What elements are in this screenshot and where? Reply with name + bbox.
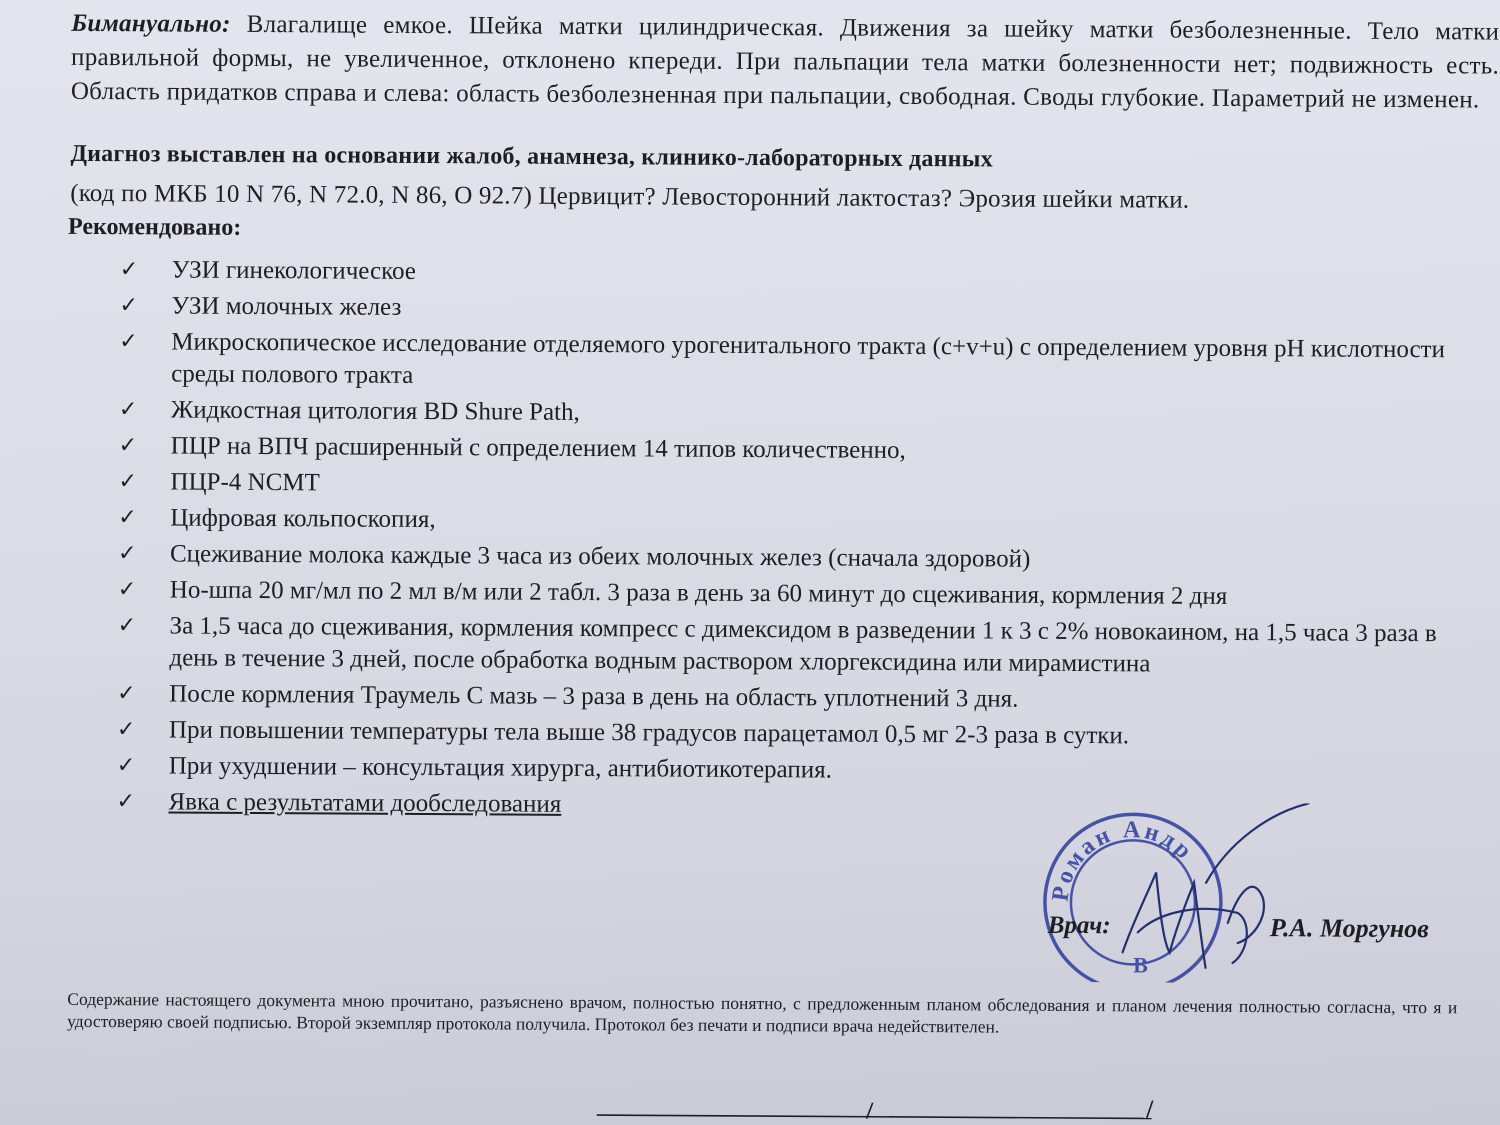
checkmark-icon: ✓: [116, 717, 136, 743]
recommendation-item: [119, 394, 1484, 434]
recommendation-item: [118, 574, 1483, 614]
recommendation-text: При ухудшении – консультация хирурга, антибиотикотерапия.: [168, 752, 832, 784]
svg-text:Роман Андр: [1048, 817, 1199, 904]
recommendation-item: [118, 502, 1483, 542]
recommendation-text: Сцеживание молока каждые 3 часа из обеих молочных желез (сначала здоровой): [169, 540, 1031, 573]
recommendation-text: Жидкостная цитология BD Shure Path,: [170, 396, 580, 426]
bimanual-exam-text: Влагалище емкое. Шейка матки цилиндрическая. Движения за шейку матки безболезненные. Тело матки правильной формы, не увеличенное, отклонено кпереди. При пальпации тела матки болезненности нет; подвижность есть. Область придатков справа и слева: область безболезненная при пальпации, свободная. Своды глубокие. Параметрий не изменен.: [70, 10, 1500, 114]
doctor-stamp: [1044, 814, 1221, 985]
recommendation-text: Но-шпа 20 мг/мл по 2 мл в/м или 2 табл. 3 раза в день за 60 минут до сцеживания, кормления 2 дня: [169, 576, 1228, 610]
checkmark-icon: ✓: [119, 329, 138, 355]
recommendation-item: [119, 326, 1484, 398]
recommendation-item: [119, 430, 1484, 470]
recommendation-text: При повышении температуры тела выше 38 градусов парацетамол 0,5 мг 2-3 раза в сутки.: [168, 716, 1130, 750]
recommendations-list: [116, 254, 1484, 830]
recommendation-text: После кормления Траумель С мазь – 3 раза в день на область уплотнений 3 дня.: [169, 680, 1019, 713]
recommendation-text: УЗИ гинекологическое: [171, 256, 416, 285]
recommendation-item: [118, 466, 1483, 506]
recommendation-item: [118, 538, 1483, 578]
checkmark-icon: ✓: [116, 789, 136, 815]
recommendation-item: [117, 678, 1482, 718]
recommendation-text: УЗИ молочных желез: [171, 292, 402, 321]
diagnosis-heading: Диагноз выставлен на основании жалоб, анамнеза, клинико-лабораторных данных: [70, 140, 993, 173]
checkmark-icon: ✓: [118, 397, 138, 423]
recommendation-item: [117, 610, 1482, 682]
checkmark-icon: ✓: [119, 257, 139, 283]
checkmark-icon: ✓: [117, 613, 137, 639]
recommendation-item: [120, 254, 1485, 294]
recommendation-item: [119, 290, 1484, 330]
stamp-center-text: В: [1133, 952, 1148, 978]
recommendation-text: ПЦР на ВПЧ расширенный с определением 14 типов количественно,: [170, 432, 906, 464]
consent-paragraph: Содержание настоящего документа мною прочитано, разъяснено врачом, полностью понятно, с предложенным планом обследования и планом лечения полностью согласна, что я и удостоверяю своей подписью. Второй экземпляр протокола получила. Протокол без печати и подписи врача недействителен.: [67, 988, 1458, 1037]
checkmark-icon: ✓: [118, 469, 137, 495]
diagnosis-text: (код по МКБ 10 N 76, N 72.0, N 86, O 92.7) Цервицит? Левосторонний лактостаз? Эрозия шейки матки.: [70, 179, 1190, 214]
checkmark-icon: ✓: [118, 505, 137, 531]
recommendation-text: Микроскопическое исследование отделяемого урогенитального тракта (c+v+u) с определением уровня pH кислотности среды полового тракта: [171, 328, 1446, 389]
recommendations-heading: Рекомендовано:: [67, 213, 242, 241]
bimanual-exam-paragraph: [71, 7, 1500, 118]
signature-line: [597, 1097, 1157, 1120]
recommendation-item: [117, 750, 1482, 790]
checkmark-icon: ✓: [117, 577, 137, 603]
recommendation-text: Явка с результатами дообследования: [168, 788, 562, 818]
checkmark-icon: ✓: [117, 681, 136, 707]
checkmark-icon: ✓: [119, 293, 139, 319]
checkmark-icon: ✓: [118, 433, 138, 459]
checkmark-icon: ✓: [117, 541, 137, 567]
stamp-and-signature: [1037, 802, 1478, 985]
doctor-label: Врач:: [1047, 911, 1111, 940]
doctor-name: Р.А. Моргунов: [1269, 913, 1429, 944]
recommendation-text: ПЦР-4 NCMT: [170, 468, 320, 497]
recommendation-text: Цифровая кольпоскопия,: [170, 504, 436, 534]
recommendation-item: [117, 714, 1482, 754]
checkmark-icon: ✓: [116, 753, 136, 779]
recommendation-text: За 1,5 часа до сцеживания, кормления компресс с димексидом в разведении 1 к 3 с 2% новокаином, на 1,5 часа 3 раза в день в течение 3 дней, после обработка водным раствором хлоргексидина или мирамистина: [169, 612, 1437, 678]
bimanual-exam-lead: Бимануально:: [71, 9, 231, 38]
stamp-text: Роман Андр: [1047, 817, 1199, 903]
